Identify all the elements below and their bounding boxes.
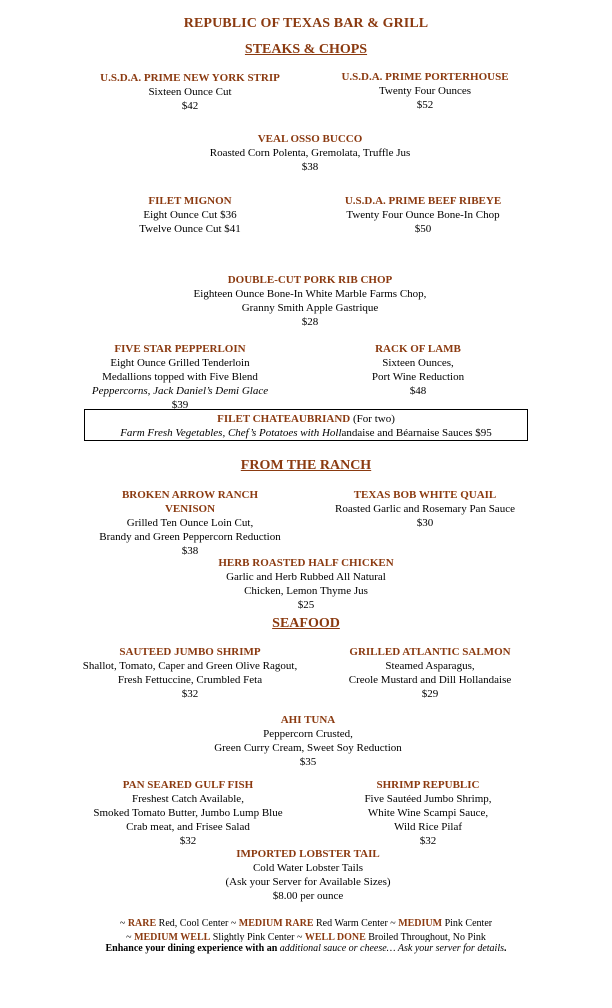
item-desc: Sixteen Ounce Cut [148, 86, 232, 98]
chateaubriand-box [84, 409, 528, 441]
item-name: SHRIMP REPUBLIC [376, 779, 480, 791]
doneness-medium-rare: MEDIUM RARE [238, 918, 314, 929]
doneness-medium-well: MEDIUM WELL [134, 932, 211, 942]
tilde: ~ [119, 918, 128, 929]
item-price: $48 [409, 385, 427, 397]
item-name: IMPORTED LOBSTER TAIL [236, 848, 380, 860]
item-line: Steamed Asparagus, [385, 660, 475, 672]
menu-item-ny-strip [60, 71, 320, 113]
item-desc: Roasted Corn Polenta, Gremolata, Truffle Jus [209, 147, 411, 159]
menu-item-porterhouse [295, 70, 555, 112]
section-heading-seafood: SEAFOOD [272, 616, 340, 631]
item-line: Peppercorns, Jack Daniel’s Demi Glace [91, 385, 269, 397]
item-desc: Roasted Garlic and Rosemary Pan Sauce [335, 503, 515, 515]
menu-item-gulf-fish [58, 778, 318, 848]
item-line: Twelve Ounce Cut $41 [139, 223, 241, 235]
menu-item-ahi-tuna [78, 713, 538, 769]
item-desc-italic: Farm Fresh Vegetables, Chef’s Potatoes with Holl [120, 427, 342, 439]
item-line: Grilled Ten Ounce Loin Cut, [126, 517, 254, 529]
item-price: $52 [416, 99, 434, 111]
section-heading-steaks: STEAKS & CHOPS [244, 42, 368, 57]
item-price: $35 [299, 756, 317, 768]
item-name-2: VENISON [164, 503, 216, 515]
menu-item-shrimp-republic [298, 778, 558, 848]
item-line: Green Curry Cream, Sweet Soy Reduction [214, 742, 402, 754]
doneness-rare-desc: Red, Cool Center ~ [156, 918, 239, 929]
item-name: HERB ROASTED HALF CHICKEN [218, 557, 394, 569]
chateaubriand-title-row [85, 412, 527, 426]
item-line: Crab meat, and Frisee Salad [126, 821, 250, 833]
item-name: VEAL OSSO BUCCO [257, 133, 363, 145]
item-price: $38 [301, 161, 319, 173]
item-line: Fresh Fettuccine, Crumbled Feta [117, 674, 263, 686]
item-line: Sixteen Ounces, [382, 357, 454, 369]
menu-item-chicken [76, 556, 536, 612]
item-name: RACK OF LAMB [375, 343, 461, 355]
doneness-medium-well-desc: Slightly Pink Center ~ [210, 932, 305, 942]
item-name: FILET MIGNON [148, 195, 232, 207]
menu-item-ribeye [293, 194, 553, 236]
menu-item-filet-mignon [60, 194, 320, 236]
doneness-line-2 [0, 931, 612, 942]
item-line: Creole Mustard and Dill Hollandaise [348, 674, 512, 686]
item-price: $29 [421, 688, 439, 700]
item-line: Eighteen Ounce Bone-In White Marble Farms Chop, [193, 288, 427, 300]
item-price: $28 [301, 316, 319, 328]
menu-item-quail [295, 488, 555, 530]
item-line: Port Wine Reduction [371, 371, 465, 383]
footer-end: . [504, 943, 507, 954]
item-name: DOUBLE-CUT PORK RIB CHOP [227, 274, 393, 286]
item-desc: Twenty Four Ounces [378, 85, 472, 97]
doneness-medium-desc: Pink Center [442, 918, 493, 929]
item-line: Peppercorn Crusted, [263, 728, 353, 740]
item-price: $32 [179, 835, 197, 847]
item-line: Eight Ounce Cut $36 [143, 209, 237, 221]
item-price: $32 [181, 688, 199, 700]
item-name: U.S.D.A. PRIME BEEF RIBEYE [344, 195, 502, 207]
doneness-line-1 [0, 917, 612, 931]
item-line: Five Sautéed Jumbo Shrimp, [364, 793, 492, 805]
menu-item-pork-chop [80, 273, 540, 329]
item-line: Garlic and Herb Rubbed All Natural [226, 571, 386, 583]
item-line: Chicken, Lemon Thyme Jus [244, 585, 368, 597]
doneness-medium-rare-desc: Red Warm Center ~ [313, 918, 399, 929]
item-line: (Ask your Server for Available Sizes) [225, 876, 391, 888]
item-line: $8.00 per ounce [272, 890, 344, 902]
doneness-guide [0, 917, 612, 942]
item-name: BROKEN ARROW RANCH [121, 489, 259, 501]
menu-item-lamb [298, 342, 538, 398]
menu-item-salmon [300, 645, 560, 701]
item-desc: Twenty Four Ounce Bone-In Chop [346, 209, 500, 221]
item-name: U.S.D.A. PRIME NEW YORK STRIP [100, 72, 280, 84]
item-name: GRILLED ATLANTIC SALMON [349, 646, 511, 658]
doneness-well-done: WELL DONE [304, 932, 366, 942]
doneness-well-done-desc: Broiled Throughout, No Pink [365, 932, 486, 942]
footer-italic: additional sauce or cheese… Ask your server for details [279, 943, 504, 954]
item-name: SAUTEED JUMBO SHRIMP [119, 646, 261, 658]
doneness-medium: MEDIUM [398, 918, 443, 929]
item-desc-rest: andaise and Béarnaise Sauces $95 [341, 427, 492, 439]
section-heading-ranch: FROM THE RANCH [240, 458, 372, 473]
item-line: Freshest Catch Available, [132, 793, 244, 805]
restaurant-title: REPUBLIC OF TEXAS BAR & GRILL [183, 16, 429, 31]
chateaubriand-desc-row [85, 426, 527, 440]
item-price: $30 [416, 517, 434, 529]
item-line: White Wine Scampi Sauce, [367, 807, 489, 819]
item-line: Eight Ounce Grilled Tenderloin [110, 357, 250, 369]
item-line: Smoked Tomato Butter, Jumbo Lump Blue [93, 807, 283, 819]
item-price: $38 [181, 545, 199, 557]
item-price: $32 [419, 835, 437, 847]
item-line: Shallot, Tomato, Caper and Green Olive Ragout, [82, 660, 298, 672]
item-note: (For two) [350, 413, 395, 425]
item-name: FILET CHATEAUBRIAND [217, 413, 351, 425]
item-line: Brandy and Green Peppercorn Reduction [99, 531, 281, 543]
item-line: Granny Smith Apple Gastrique [241, 302, 379, 314]
menu-item-venison [60, 488, 320, 558]
tilde: ~ [126, 932, 135, 942]
item-price: $42 [181, 100, 199, 112]
item-name: TEXAS BOB WHITE QUAIL [353, 489, 497, 501]
item-line: Wild Rice Pilaf [394, 821, 462, 833]
item-name: U.S.D.A. PRIME PORTERHOUSE [341, 71, 509, 83]
item-name: FIVE STAR PEPPERLOIN [114, 343, 246, 355]
menu-item-osso-bucco [80, 132, 540, 174]
menu-item-pepperloin [60, 342, 300, 412]
item-line: Cold Water Lobster Tails [252, 862, 364, 874]
item-price: $39 [171, 399, 189, 411]
doneness-rare: RARE [127, 918, 157, 929]
item-name: AHI TUNA [280, 714, 336, 726]
menu-item-sauteed-shrimp [60, 645, 320, 701]
footer-note [0, 943, 612, 954]
item-name: PAN SEARED GULF FISH [122, 779, 254, 791]
item-price: $25 [297, 599, 315, 611]
footer-bold: Enhance your dining experience with an [105, 943, 280, 954]
item-line: Medallions topped with Five Blend [102, 371, 258, 383]
menu-item-lobster [78, 847, 538, 903]
item-price: $50 [414, 223, 432, 235]
